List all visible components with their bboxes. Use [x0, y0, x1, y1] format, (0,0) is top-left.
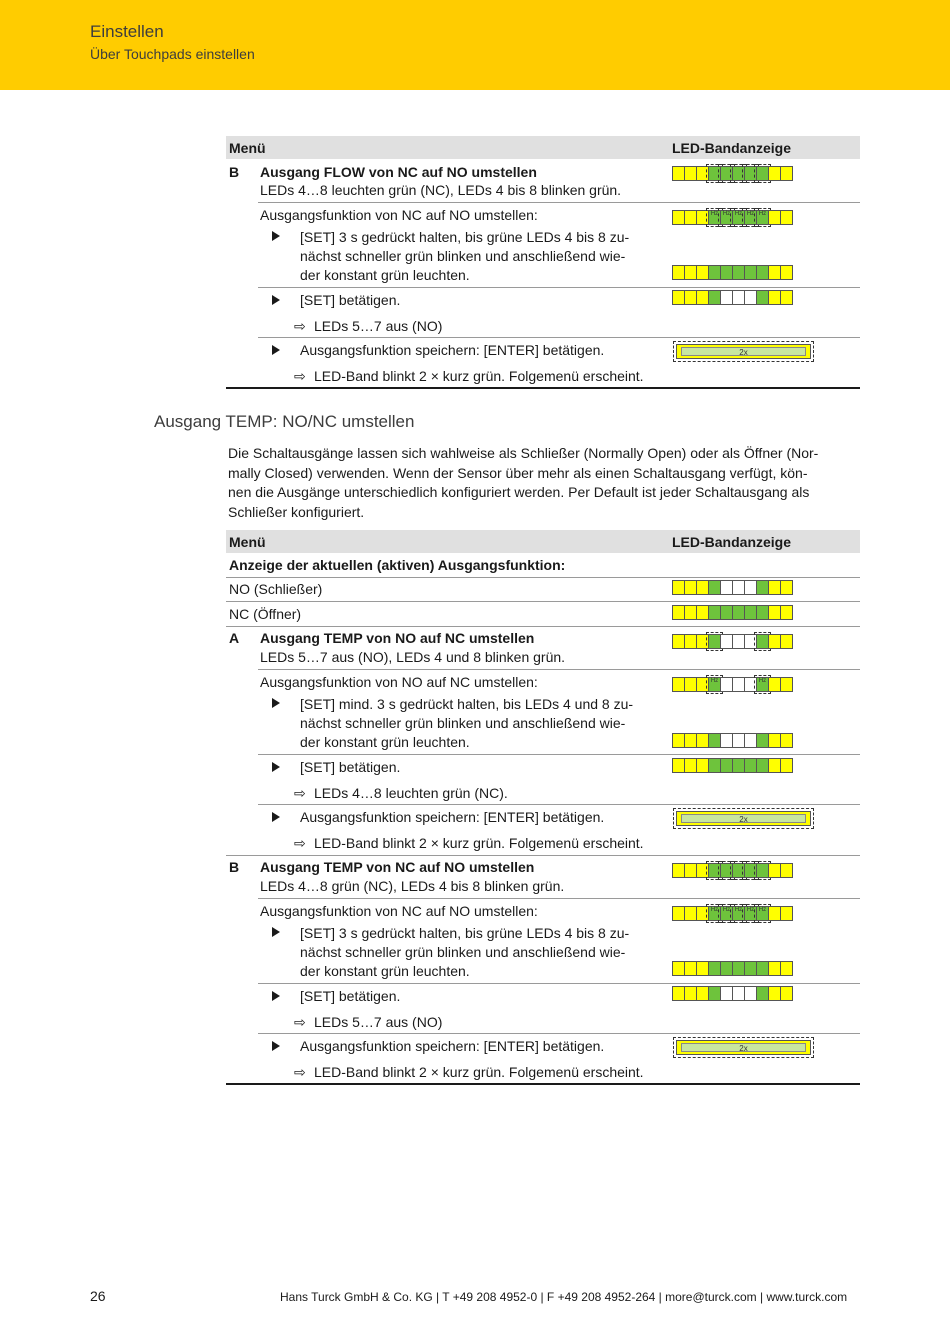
anzeige-title: Anzeige der aktuellen (aktiven) Ausgangsfunktion:: [229, 557, 566, 573]
header-subtitle: Über Touchpads einstellen: [90, 46, 255, 62]
row-divider: [258, 287, 860, 288]
result-text: LEDs 4…8 leuchten grün (NC).: [314, 785, 508, 801]
step-arrow-icon: [272, 295, 280, 305]
row-divider: [258, 804, 860, 805]
result-arrow-icon: ⇨: [294, 835, 306, 851]
footer-contact: Hans Turck GmbH & Co. KG | T +49 208 4952-0 | F +49 208 4952-264 | more@turck.com | www.turck.com: [280, 1290, 848, 1304]
step-text: nächst schneller grün blinken und anschließend wie-: [300, 944, 626, 960]
row-label-a: A: [229, 630, 240, 646]
step-arrow-icon: [272, 991, 280, 1001]
step-arrow-icon: [272, 762, 280, 772]
result-arrow-icon: ⇨: [294, 1064, 306, 1080]
row-divider: [258, 202, 860, 203]
step-text: [SET] 3 s gedrückt halten, bis grüne LEDs 4 bis 8 zu-: [300, 229, 630, 245]
result-text: LED-Band blinkt 2 × kurz grün. Folgemenü erscheint.: [314, 368, 644, 384]
step-arrow-icon: [272, 1041, 280, 1051]
result-text: LED-Band blinkt 2 × kurz grün. Folgemenü erscheint.: [314, 1064, 644, 1080]
col-menu-header: Menü: [229, 140, 266, 156]
result-arrow-icon: ⇨: [294, 785, 306, 801]
result-arrow-icon: ⇨: [294, 368, 306, 384]
step-text: nächst schneller grün blinken und anschließend wie-: [300, 248, 626, 264]
row-title: Ausgang FLOW von NC auf NO umstellen: [260, 164, 537, 180]
step-text: [SET] 3 s gedrückt halten, bis grüne LEDs 4 bis 8 zu-: [300, 925, 630, 941]
row-title: Ausgang TEMP von NO auf NC umstellen: [260, 630, 535, 646]
table-flow-b: [226, 136, 860, 384]
led-band: [672, 605, 792, 620]
result-text: LED-Band blinkt 2 × kurz grün. Folgemenü erscheint.: [314, 835, 644, 851]
table-bottom-rule: [226, 1083, 860, 1085]
table-bottom-rule: [226, 387, 860, 389]
header-title: Einstellen: [90, 22, 164, 41]
step-arrow-icon: [272, 345, 280, 355]
led-band: [672, 166, 792, 181]
step-text: der konstant grün leuchten.: [300, 267, 470, 283]
step-arrow-icon: [272, 812, 280, 822]
row-title: Ausgang TEMP von NC auf NO umstellen: [260, 859, 535, 875]
step-text: Ausgangsfunktion speichern: [ENTER] betätigen.: [300, 342, 605, 358]
led-band-hz: Hz Hz: [672, 677, 792, 692]
led-band-double-blink: 2x: [676, 1040, 811, 1055]
row-divider: [226, 855, 860, 856]
row-desc: LEDs 4…8 grün (NC), LEDs 4 bis 8 blinken grün.: [260, 878, 565, 894]
page-number: 26: [90, 1288, 106, 1304]
result-arrow-icon: ⇨: [294, 1014, 306, 1030]
led-band: [672, 634, 792, 649]
led-band-hz: Hz Hz Hz Hz Hz: [672, 210, 792, 225]
row-divider: [258, 1033, 860, 1034]
step-text: [SET] betätigen.: [300, 759, 401, 775]
row-divider: [226, 626, 860, 627]
col-led-header: LED-Bandanzeige: [672, 534, 792, 550]
step-text: Ausgangsfunktion speichern: [ENTER] betätigen.: [300, 1038, 605, 1054]
step-text: [SET] mind. 3 s gedrückt halten, bis LEDs 4 und 8 zu-: [300, 696, 634, 712]
col-menu-header: Menü: [229, 534, 266, 550]
step-arrow-icon: [272, 231, 280, 241]
step-arrow-icon: [272, 698, 280, 708]
nc-label: NC (Öffner): [229, 606, 302, 622]
led-band: [672, 265, 792, 280]
row-divider: [226, 577, 860, 578]
step-arrow-icon: [272, 927, 280, 937]
row-divider: [258, 983, 860, 984]
led-band-hz: Hz Hz Hz Hz Hz: [672, 906, 792, 921]
row-desc: LEDs 5…7 aus (NO), LEDs 4 und 8 blinken grün.: [260, 649, 566, 665]
step-text: Ausgangsfunktion speichern: [ENTER] betätigen.: [300, 809, 605, 825]
func-label: Ausgangsfunktion von NO auf NC umstellen:: [260, 674, 538, 690]
result-arrow-icon: ⇨: [294, 318, 306, 334]
led-band: [672, 733, 792, 748]
step-text: der konstant grün leuchten.: [300, 963, 470, 979]
led-band: [672, 961, 792, 976]
table-header: [226, 136, 860, 159]
led-band-double-blink: 2x: [676, 811, 811, 826]
step-text: nächst schneller grün blinken und anschließend wie-: [300, 715, 626, 731]
row-label-b: B: [229, 859, 240, 875]
step-text: [SET] betätigen.: [300, 292, 401, 308]
result-text: LEDs 5…7 aus (NO): [314, 1014, 443, 1030]
section-title: Ausgang TEMP: NO/NC umstellen: [154, 412, 415, 431]
table-header: [226, 530, 860, 553]
row-divider: [258, 898, 860, 899]
section-paragraph: Die Schaltausgänge lassen sich wahlweise als Schließer (Normally Open) oder als Öffner (Nor- mally Closed) verwenden. Wenn der Sensor über mehr als einen Schaltausgang verfügt, kön- nen die Ausgänge unterschiedlich konfiguriert werden. Per Default ist jeder Schaltausgang als Schließer konfiguriert.: [228, 445, 819, 520]
row-desc: LEDs 4…8 leuchten grün (NC), LEDs 4 bis 8 blinken grün.: [260, 182, 622, 198]
col-led-header: LED-Bandanzeige: [672, 140, 792, 156]
func-label: Ausgangsfunktion von NC auf NO umstellen:: [260, 207, 538, 223]
table-temp: [226, 530, 860, 1080]
row-divider: [226, 601, 860, 602]
led-band: [672, 986, 792, 1001]
func-label: Ausgangsfunktion von NC auf NO umstellen:: [260, 903, 538, 919]
led-band: [672, 290, 792, 305]
led-band: [672, 580, 792, 595]
row-divider: [258, 754, 860, 755]
led-band: [672, 758, 792, 773]
row-divider: [258, 669, 860, 670]
row-label-b: B: [229, 164, 240, 180]
result-text: LEDs 5…7 aus (NO): [314, 318, 443, 334]
led-band: [672, 863, 792, 878]
led-band-double-blink: 2x: [676, 344, 811, 359]
no-label: NO (Schließer): [229, 581, 323, 597]
step-text: [SET] betätigen.: [300, 988, 401, 1004]
step-text: der konstant grün leuchten.: [300, 734, 470, 750]
row-divider: [258, 337, 860, 338]
page-header: [0, 0, 950, 90]
